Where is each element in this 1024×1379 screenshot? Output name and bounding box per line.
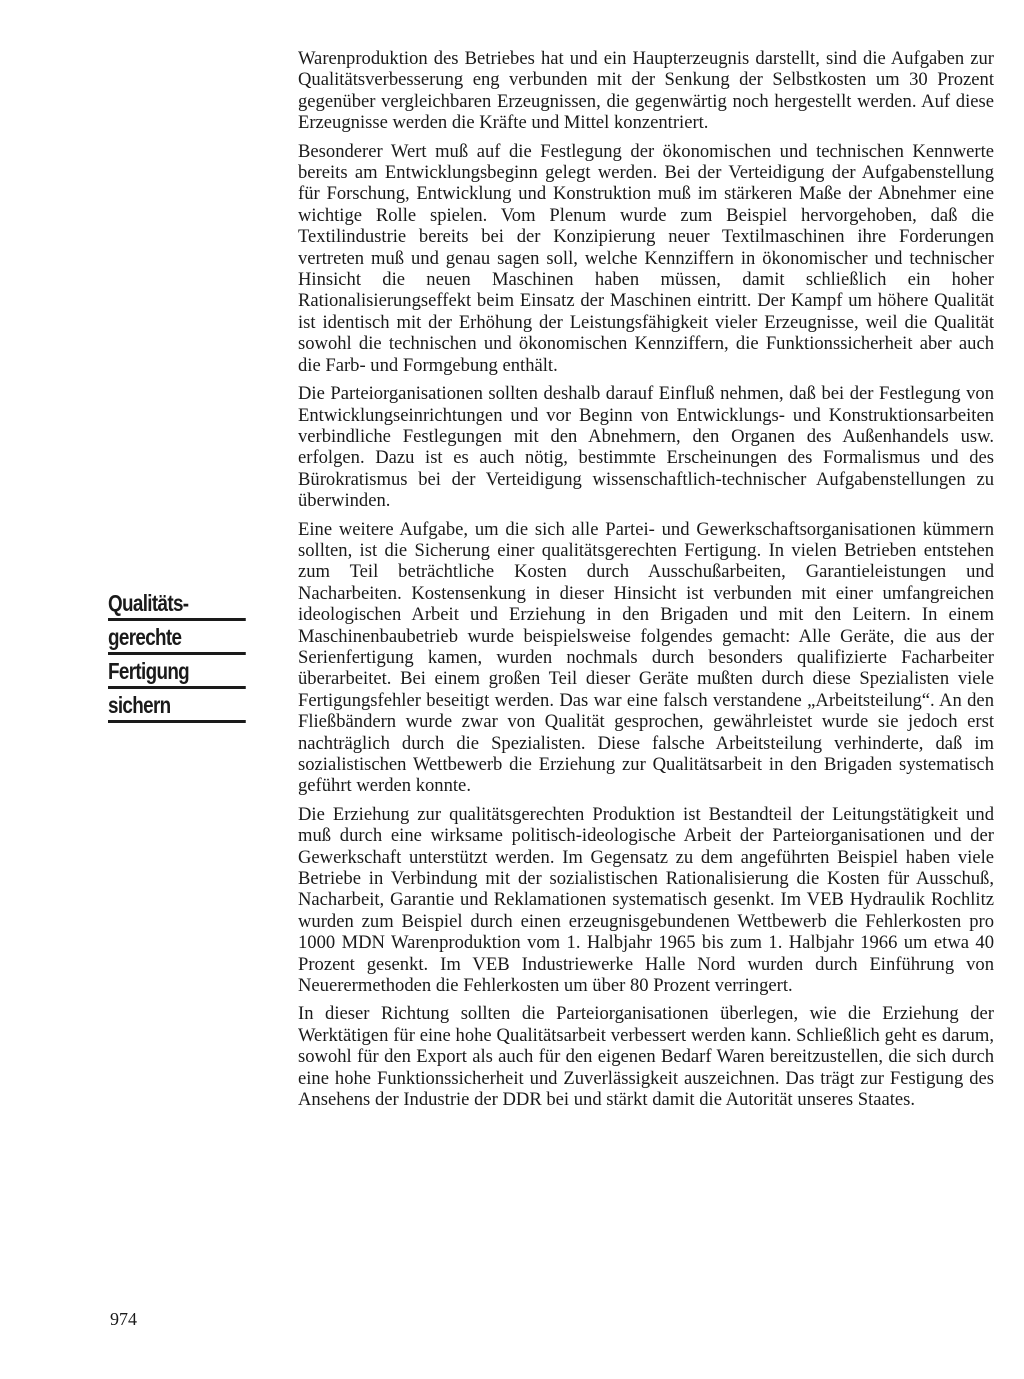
margin-heading-line: Qualitäts- <box>108 590 246 621</box>
paragraph: Besonderer Wert muß auf die Festlegung der ökonomischen und technischen Kennwerte bereits am Entwicklungsbeginn gelegt werden. Bei der Verteidigung der Aufgabenstellung für Forschung, Entwicklung und Konstruktion muß im stärkeren Maße der Abnehmer eine wichtige Rolle spielen. Vom Plenum wurde zum Beispiel hervorgehoben, daß die Textilindustrie bereits bei der Konzipierung neuer Textilmaschinen ihre Forderungen vertreten muß und genau sagen soll, welche Kennziffern in ökonomischer und technischer Hinsicht die neuen Maschinen haben müssen, damit schließlich ein hoher Rationalisierungseffekt beim Einsatz der Maschinen eintritt. Der Kampf um höhere Qualität ist identisch mit der Erhöhung der Leistungsfähigkeit vieler Erzeugnisse, weil die Qualität sowohl die technischen und ökonomischen Kennziffern, die Funktionssicherheit aber auch die Farb- und Formgebung enthält. <box>298 140 994 376</box>
main-text-column <box>298 48 994 1118</box>
page-number: 974 <box>110 1309 137 1329</box>
paragraph: Die Erziehung zur qualitätsgerechten Produktion ist Bestandteil der Leitungstätigkeit und muß durch eine wirksame politisch-ideologische Arbeit der Parteiorganisationen und der Gewerkschaft unterstützt werden. Im Gegensatz zu dem angeführten Beispiel haben viele Betriebe in Verbindung mit der sozialistischen Rationalisierung die Kosten für Ausschuß, Nacharbeit, Garantie und Reklamationen systematisch gesenkt. Im VEB Hydraulik Rochlitz wurden zum Beispiel durch einen erzeugnisgebundenen Wettbewerb die Fehlerkosten pro 1000 MDN Warenproduktion vom 1. Halbjahr 1965 bis zum 1. Halbjahr 1966 um etwa 40 Prozent gesenkt. Im VEB Industriewerke Halle Nord wurden durch Einführung von Neuerermethoden die Fehlerkosten um über 80 Prozent verringert. <box>298 803 994 997</box>
margin-heading <box>108 590 276 726</box>
paragraph: Warenproduktion des Betriebes hat und ein Haupterzeugnis darstellt, sind die Aufgaben zur Qualitätsverbesserung eng verbunden mit der Senkung der Selbstkosten um 30 Prozent gegenüber vergleichbaren Erzeugnissen, die gegenwärtig noch hergestellt werden. Auf diese Erzeugnisse werden die Kräfte und Mittel konzentriert. <box>298 48 994 134</box>
paragraph: Eine weitere Aufgabe, um die sich alle Partei- und Gewerkschaftsorganisationen kümmern sollten, ist die Sicherung einer qualitätsgerechten Fertigung. In vielen Betrieben entstehen zum Teil beträchtliche Kosten durch Ausschußarbeiten, Garantieleistungen und Nacharbeiten. Kostensenkung in dieser Hinsicht ist verbunden mit einer umfangreichen ideologischen Arbeit und Erziehung in den Brigaden und mit den Leitern. In einem Maschinenbaubetrieb wurde beispielsweise folgendes gemacht: Alle Geräte, die aus der Serienfertigung kamen, wurden nochmals durch besonders qualifizierte Facharbeiter überarbeitet. Bei einem großen Teil dieser Geräte mußten durch diese Spezialisten viele Fertigungsfehler beseitigt werden. Das war eine falsch verstandene „Arbeitsteilung“. An den Fließbändern wurde zwar von Qualität gesprochen, gewährleistet wurde sie jedoch erst nachträglich durch die Spezialisten. Diese falsche Arbeitsteilung verhinderte, daß im sozialistischen Wettbewerb die Erziehung zur Qualitätsarbeit in den Brigaden systematisch geführt werden konnte. <box>298 518 994 797</box>
margin-heading-line: gerechte <box>108 624 246 655</box>
margin-heading-line: Fertigung <box>108 658 246 689</box>
margin-heading-line: sichern <box>108 692 246 723</box>
paragraph: Die Parteiorganisationen sollten deshalb darauf Einfluß nehmen, daß bei der Festlegung von Entwicklungseinrichtungen und vor Beginn von Entwicklungs- und Konstruktionsarbeiten verbindliche Festlegungen mit den Abnehmern, den Organen des Außenhandels usw. erfolgen. Dazu ist es auch nötig, bestimmte Erscheinungen des Formalismus und des Bürokratismus bei der Verteidigung wissenschaftlich-technischer Aufgabenstellungen zu überwinden. <box>298 383 994 512</box>
paragraph: In dieser Richtung sollten die Parteiorganisationen überlegen, wie die Erziehung der Werktätigen für eine hohe Qualitätsarbeit verbessert werden kann. Schließlich geht es darum, sowohl für den Export als auch für den eigenen Bedarf Waren bereitzustellen, die sich durch eine hohe Funktionssicherheit und Zuverlässigkeit auszeichnen. Das trägt zur Festigung des Ansehens der Industrie der DDR bei und stärkt damit die Autorität unseres Staates. <box>298 1003 994 1111</box>
